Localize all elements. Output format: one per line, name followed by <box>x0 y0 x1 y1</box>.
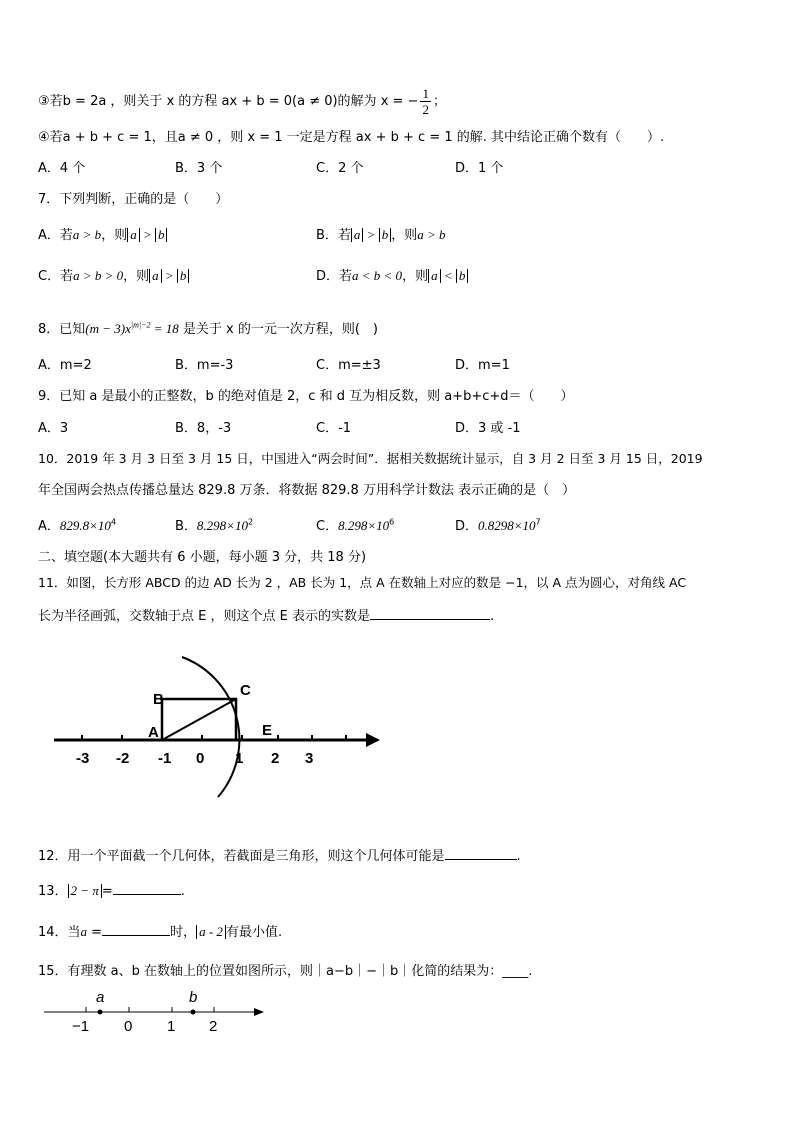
q11-figure <box>40 645 400 810</box>
q11-line2 <box>38 605 494 624</box>
q11-line1: 11．如图，长方形 ABCD 的边 AD 长为 2 ，AB 长为 1，点 A 在数轴上对应的数是 −1，以 A 点为圆心，对角线 AC <box>38 575 687 590</box>
q13-line <box>38 880 185 899</box>
q14-abs: a - 2 <box>196 925 226 939</box>
q13-abs: 2 − π <box>68 884 102 898</box>
q7-d-abs-l: a <box>428 269 441 283</box>
q12-line <box>38 845 521 864</box>
q7-a-label: A．若 <box>38 228 73 243</box>
q9-option-c: C．-1 <box>316 421 352 436</box>
q15-point-b <box>191 1010 196 1015</box>
q9-option-d: D．3 或 -1 <box>455 421 521 436</box>
q10-option-c <box>316 515 394 534</box>
q10-d-label: D． <box>455 519 479 534</box>
q7-a-mid: ，则 <box>101 228 128 243</box>
q7-a-op: > <box>139 227 155 242</box>
q7-b-mid: ，则 <box>391 228 418 243</box>
q11-tick-label: 0 <box>196 750 205 767</box>
q14-post: 有最小值. <box>225 925 283 940</box>
q7-d-op: < <box>440 268 456 283</box>
q7-d-label: D．若 <box>316 269 353 284</box>
q11-line2-pre: 长为半径画弧，交数轴于点 E ，则这个点 E 表示的实数是 <box>38 609 370 624</box>
q10-b-label: B． <box>175 519 197 534</box>
q11-point-b-label: B <box>153 691 164 708</box>
q7-a-abs-r: b <box>155 228 168 242</box>
q11-tick-label: -2 <box>116 750 130 767</box>
q3-line <box>38 86 446 117</box>
q14-eq: = <box>87 925 103 940</box>
q9-option-a: A．3 <box>38 421 69 436</box>
q14-mid: 时， <box>170 925 197 940</box>
q12-pre: 12．用一个平面截一个几何体，若截面是三角形，则这个几何体可能是 <box>38 849 445 864</box>
q7-a-abs-l: a <box>127 228 140 242</box>
q8-post: 是关于 x 的一元一次方程，则( ) <box>178 322 378 337</box>
q13-pre: 13． <box>38 884 68 899</box>
q7-b-op: > <box>363 227 379 242</box>
q11-arc <box>182 657 239 797</box>
q7-d-abs-r: b <box>456 269 469 283</box>
q7-stem: 7．下列判断，正确的是（ ） <box>38 192 229 207</box>
q7-b-res: a > b <box>417 227 446 242</box>
q7-c-mid: ，则 <box>123 269 150 284</box>
q15-figure <box>38 983 278 1039</box>
q7-d-cond: a < b < 0 <box>352 268 403 283</box>
q10-d-exp: 7 <box>535 517 541 527</box>
q11-diagonal <box>162 699 236 740</box>
q12-answer-blank[interactable] <box>445 847 517 860</box>
q10-d-mant: 0.8298×10 <box>478 518 536 533</box>
q7-b-abs-r: b <box>379 228 392 242</box>
q11-tick-label: -3 <box>76 750 90 767</box>
q11-line2-post: . <box>489 609 495 624</box>
q10-a-exp: 4 <box>110 517 117 527</box>
q15-stem: 15．有理数 a、b 在数轴上的位置如图所示，则｜a−b｜−｜b｜化简的结果为：____. <box>38 964 533 979</box>
q7-option-b <box>316 224 446 243</box>
q7-c-op: > <box>161 268 177 283</box>
section-fill-in-heading: 二、填空题(本大题共有 6 小题，每小题 3 分，共 18 分) <box>38 550 367 565</box>
q3-fraction <box>420 86 431 117</box>
q3-num: 1 <box>422 86 429 101</box>
q8-pre: 8．已知 <box>38 322 86 337</box>
q11-tick-label: -1 <box>158 750 172 767</box>
q15-axis-arrow <box>254 1008 264 1016</box>
q4-option-c: C．2 个 <box>316 161 364 176</box>
q13-answer-blank[interactable] <box>113 882 181 895</box>
q7-c-cond: a > b > 0 <box>73 268 124 283</box>
q11-point-a-label: A <box>148 724 159 741</box>
q8-base: (m − 3)x <box>85 321 131 336</box>
q12-post: . <box>516 849 521 864</box>
q3-post: ； <box>432 94 446 109</box>
q4-option-b: B．3 个 <box>175 161 223 176</box>
q10-a-label: A． <box>38 519 60 534</box>
q11-tick-label: 2 <box>271 750 280 767</box>
q7-c-label: C．若 <box>38 269 74 284</box>
q7-b-abs-l: a <box>351 228 364 242</box>
q14-answer-blank[interactable] <box>102 923 170 936</box>
q14-var: a <box>80 924 88 939</box>
q8-option-a: A．m=2 <box>38 358 92 373</box>
q4-stem: ④若a + b + c = 1，且a ≠ 0 ，则 x = 1 一定是方程 ax + b + c = 1 的解. 其中结论正确个数有（ ）. <box>38 130 665 145</box>
q8-stem <box>38 318 378 337</box>
q10-line2: 年全国两会热点传播总量达 829.8 万条．将数据 829.8 万用科学计数法 表示正确的是（ ） <box>38 483 576 498</box>
q10-c-mant: 8.298×10 <box>338 518 390 533</box>
q3-pre: ③若b = 2a ，则关于 x 的方程 ax + b = 0(a ≠ 0)的解为 x = − <box>38 94 419 109</box>
q15-tick-label: 2 <box>209 1018 218 1035</box>
q11-answer-blank[interactable] <box>370 607 490 620</box>
q14-pre: 14．当 <box>38 925 81 940</box>
q15-point-a <box>98 1010 103 1015</box>
q7-b-label: B．若 <box>316 228 351 243</box>
q3-den: 2 <box>422 102 429 117</box>
q14-line <box>38 921 282 940</box>
q8-option-b: B．m=-3 <box>175 358 234 373</box>
q11-point-e-label: E <box>262 722 273 739</box>
q9-option-b: B．8，-3 <box>175 421 232 436</box>
q8-exp: |m|−2 <box>130 320 151 330</box>
q15-point-a-label: a <box>96 989 105 1006</box>
q15-tick-label: 1 <box>167 1018 176 1035</box>
q7-option-c <box>38 265 189 284</box>
q8-eq: = 18 <box>150 321 179 336</box>
q13-eq: = <box>101 884 113 899</box>
q7-option-a <box>38 224 167 243</box>
q10-a-mant: 829.8×10 <box>59 518 111 533</box>
q15-point-b-label: b <box>189 989 198 1006</box>
q7-c-abs-l: a <box>149 269 162 283</box>
q9-stem: 9．已知 a 是最小的正整数，b 的绝对值是 2，c 和 d 互为相反数，则 a+b+c+d＝（ ） <box>38 389 574 404</box>
q7-option-d <box>316 265 468 284</box>
q10-option-a <box>38 515 116 534</box>
q10-c-exp: 6 <box>389 517 395 527</box>
q4-option-a: A．4 个 <box>38 161 86 176</box>
q15-tick-label: 0 <box>124 1018 133 1035</box>
q7-a-cond: a > b <box>72 227 102 242</box>
q7-d-mid: ，则 <box>402 269 429 284</box>
q11-axis-arrow <box>366 733 380 747</box>
q11-point-c-label: C <box>240 682 251 699</box>
q10-b-exp: 2 <box>247 517 254 527</box>
q10-b-mant: 8.298×10 <box>196 518 248 533</box>
q8-option-d: D．m=1 <box>455 358 510 373</box>
q15-tick-label: −1 <box>72 1018 90 1035</box>
q10-line1: 10．2019 年 3 月 3 日至 3 月 15 日，中国进入“两会时间”．据相关数据统计显示，自 3 月 2 日至 3 月 15 日，2019 <box>38 451 703 466</box>
q8-option-c: C．m=±3 <box>316 358 381 373</box>
q10-option-b <box>175 515 253 534</box>
q11-tick-label: 1 <box>235 750 244 767</box>
q4-option-d: D．1 个 <box>455 161 504 176</box>
q13-post: . <box>180 884 185 899</box>
q11-tick-label: 3 <box>305 750 314 767</box>
q10-c-label: C． <box>316 519 339 534</box>
q7-c-abs-r: b <box>177 269 190 283</box>
q10-option-d <box>455 515 541 534</box>
